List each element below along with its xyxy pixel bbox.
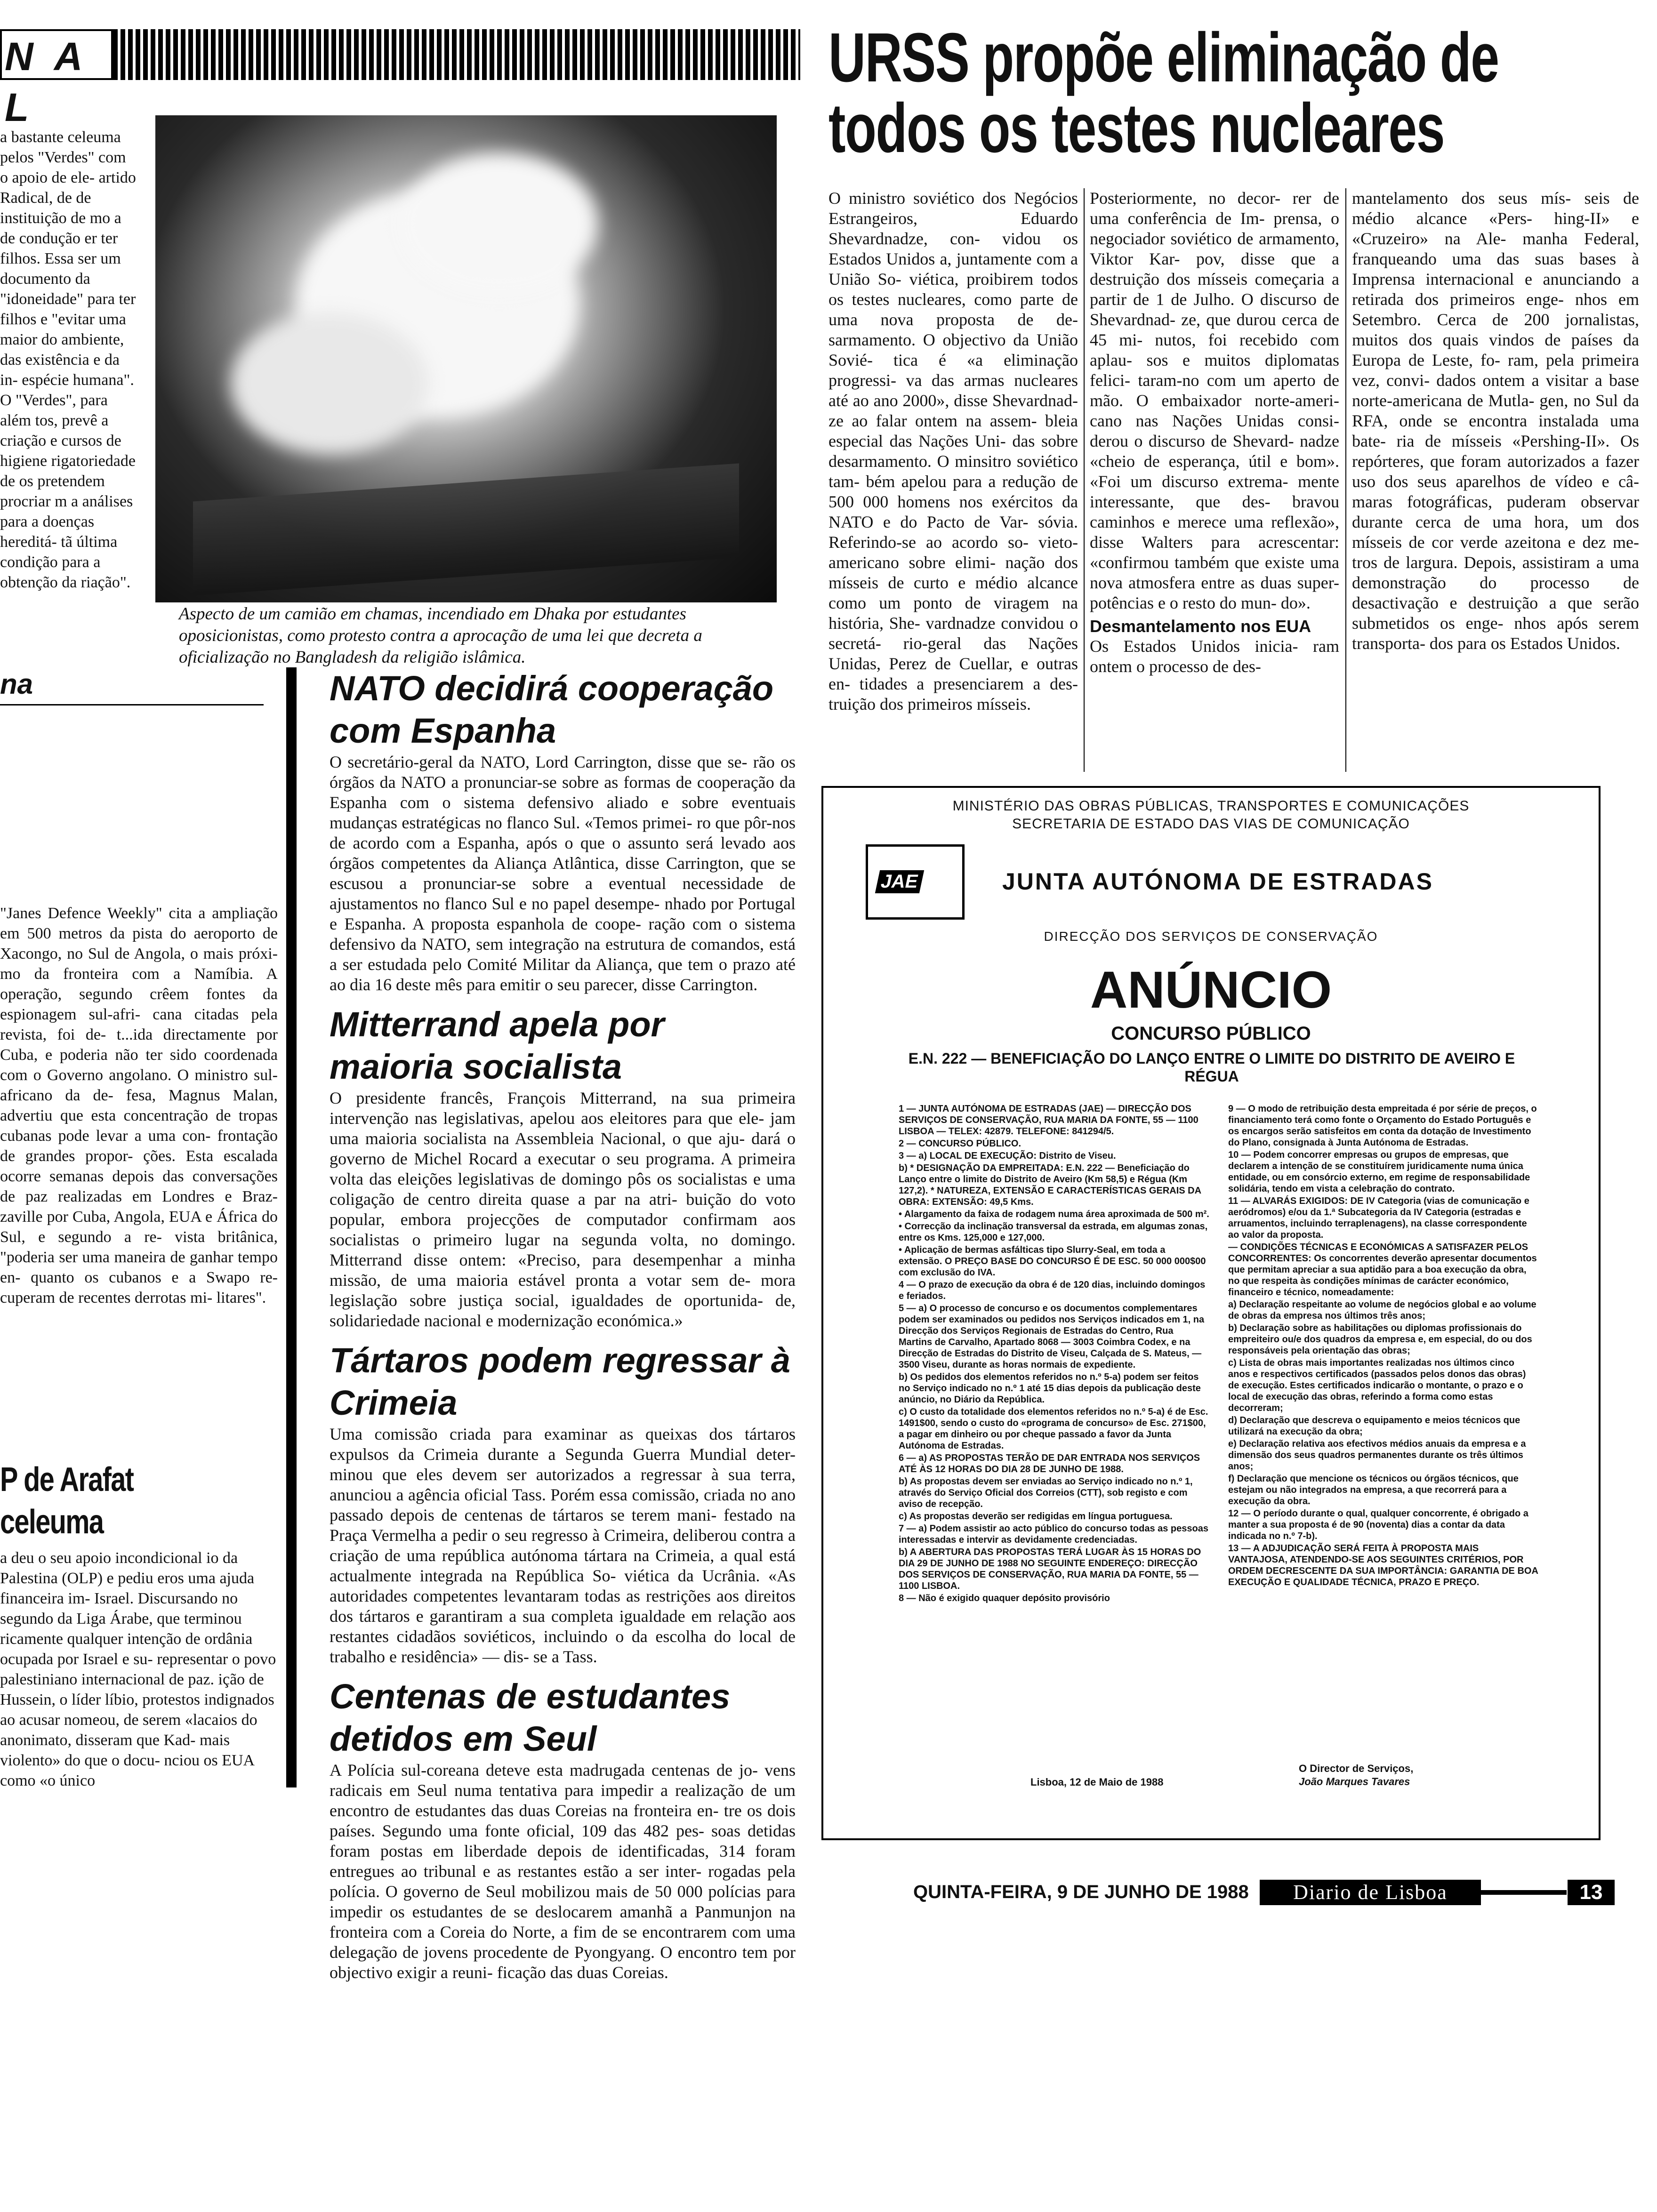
- ad-items-right: 9 — O modo de retribuição desta empreitada é por série de preços, o financiamento terá como fonte o Orçamento do Estado Português e os encargos serão satisfeitos em conta da dotação de Investimento do Plano, consignada à Junta Autónoma de Estradas. 10 — Podem concorrer empresas ou grupos de empresas, que declarem a intenção de se constituírem juridicamente numa única entidade, ou em consórcio externo, em regime de responsabilidade solidária, tendo em vista a celebração do contrato. 11 — ALVARÁS EXIGIDOS: DE IV Categoria (vias de comunicação e aeródromos) e/ou da 1.ª Subcategoria da IV Categoria (estradas e arruamentos, incluindo terraplenagens), na classe correspondente ao valor da proposta. — CONDIÇÕES TÉCNICAS E ECONÓMICAS A SATISFAZER PELOS CONCORRENTES: Os concorrentes deverão apresentar documentos que permitam apreciar a sua aptidão para a boa execução da obra, no que respeita às condições mínimas de carácter económico, financeiro e técnico, nomeadamente: a) Declaração respeitante ao volume de negócios global e ao volume de obras da empresa nos últimos três anos; b) Declaração sobre as habilitações ou diplomas profissionais do empreiteiro ou/e dos quadros da empresa e, em especial, do ou dos responsáveis pela orientação das obras; c) Lista de obras mais importantes realizadas nos últimos cinco anos e respectivos certificados (passados pelos donos das obras) de execução. Estes certificados indicarão o montante, o prazo e o local de execução das obras, referindo a forma como estas decorreram; d) Declaração que descreva o equipamento e meios técnicos que utilizará na execução da obra; e) Declaração relativa aos efectivos médios anuais da empresa e a dimensão dos seus quadros permanentes durante os três últimos anos; f) Declaração que mencione os técnicos ou órgãos técnicos, que estejam ou não integrados na empresa, a que recorrerá para a execução da obra. 12 — O período durante o qual, qualquer concorrente, é obrigado a manter a sua proposta é de 90 (noventa) dias a contar da data indicada no n.º 7-b). 13 — A ADJUDICAÇÃO SERÁ FEITA À PROPOSTA MAIS VANTAJOSA, ATENDENDO-SE AOS SEGUINTES CRITÉRIOS, POR ORDEM DECRESCENTE DA SUA IMPORTÂNCIA: GARANTIA DE BOA EXECUÇÃO E QUALIDADE TÉCNICA, PRAZO E PREÇO.: [1228, 1104, 1538, 1587]
- ad-signatory: O Director de Serviços, João Marques Tavares: [1299, 1763, 1414, 1787]
- urss-column-3: mantelamento dos seus mís- seis de médio alcance «Pers- hing-II» e «Cruzeiro» na Ale- manha Federal, franqueando uma das suas bases à Imprensa internacional e anunciando a retirada dos primeiros enge- nhos em Setembro. Cerca de 200 jornalistas, muitos dos quais vindos de países da Europa de Leste, fo- ram, pela primeira vez, convi- dados ontem a visitar a base norte-americana de Mutla- gen, no Sul da RFA, onde se encontra instalada uma bate- ria de mísseis «Pershing-II». Os repórteres, que foram autorizados a fazer uso dos seus aparelhos de vídeo e câ- maras fotográficas, puderam observar durante cerca de uma hora, um dos mísseis de cor verde azeitona e dez me- tros de largura. Depois, assistiram a uma demonstração do processo de desactivação e destruição a que serão submetidos os enge- nhos após serem transporta- dos para os Estados Unidos.: [1352, 189, 1639, 653]
- urss-column-2: Posteriormente, no decor- rer de uma conferência de Im- prensa, o negociador soviético de armamento, Viktor Kar- pov, disse que a destruição dos mísseis começaria a partir de 1 de Julho. O discurso de Shevardnad- ze, que durou cerca de 45 mi- nutos, foi recebido com aplau- sos e muitos diplomatas felici- taram-no com um aperto de mão. O embaixador norte-ameri- cano nas Nações Unidas consi- derou o discurso de Shevard- nadze «cheio de esperança, útil e bom». «Foi um discurso extrema- mente interessante, que des- bravou caminhos e merece uma reflexão», disse Walters para acrescentar: «confirmou também que existe uma nova atmosfera entre as duas super- potências e o resto do mun- do». Desmantelamento nos EUA Os Estados Unidos inicia- ram ontem o processo de des-: [1090, 189, 1339, 676]
- jae-advertisement: [821, 786, 1601, 1840]
- ad-org-name: JUNTA AUTÓNOMA DE ESTRADAS: [1002, 868, 1433, 895]
- page-number: 13: [1568, 1880, 1615, 1905]
- ad-project: E.N. 222 — BENEFICIAÇÃO DO LANÇO ENTRE O LIMITE DO DISTRITO DE AVEIRO E RÉGUA: [908, 1050, 1515, 1085]
- urss-subhead: Desmantelamento nos EUA: [1090, 617, 1311, 636]
- arafat-text: a deu o seu apoio incondicional io da Palestina (OLP) e pediu eros uma ajuda financeira im- Israel. Discursando no segundo da Liga Árabe, que terminou ricamente qualquer intenção de ordânia ocupada por Israel e su- representar o povo palestiniano internacional de paz. ição de Hussein, o líder líbio, protestos indignados ao acusar nomeou, de serem «lacaios do anonimato, disseram que Kad- mais violento» do que o docu- nciou os EUA como «o único: [0, 1549, 276, 1789]
- arafat-headline: P de Arafat celeuma: [0, 1461, 134, 1541]
- photo-caption: Aspecto de um camião em chamas, incendiado em Dhaka por estudantes oposicionistas, como protesto contra a aprocação de uma lei que decreta a oficialização no Bangladesh da religião islâmica.: [179, 604, 702, 667]
- ad-direction: DIRECÇÃO DOS SERVIÇOS DE CONSERVAÇÃO: [1044, 929, 1378, 944]
- brief-mitterrand: Mitterrand apela por maioria socialista O presidente francês, François Mitterrand, na sua primeira intervenção nas legislativas, apelou aos eleitores para que ele- jam uma maioria socialista na Assembleia Nacional, o que aju- dará o governo de Michel Rocard a executar o seu programa. A primeira volta das eleições legislativas de domingo pôs os socialistas e uma coligação de centro direita quase a par na atri- buição do voto popular, embora projecções de computador confirmam aos socialistas o primeiro lugar na segunda volta, no domingo. Mitterrand disse ontem: «Preciso, para desempenhar a minha missão, de uma maioria estável pronta a votar sem de- mora legislação sobre justiça social, igualdades de oportunida- de, solidariedade nacional e modernização económica.»: [330, 1005, 796, 1330]
- jae-logo: JAE: [866, 844, 965, 920]
- left-column-lower: na "Janes Defence Weekly" cita a ampliação em 500 metros da pista do aeroporto de Xacongo, no Sul de Angola, o mais próxi- mo da fronteira com a Namíbia. A operação, segundo crêem fontes da espionagem sul-afri- cana citadas pela revista, foi de- t...ida directamente por Cuba, e poderia não ter sido coordenada com o Governo angolano. O ministro sul-africano da de- fesa, Magnus Malan, advertiu que esta concentração de tropas cubanas pode levar a uma con- frontação de grandes propor- ções. Esta escalada ocorre semanas depois das conversações de paz realizadas em Londres e Braz- zaville por Cuba, Angola, EUA e África do Sul, e segundo a re- vista britânica, "poderia ser uma maneira de ganhar tempo en- quanto os cubanos e a Swapo re- cuperam de recentes derrotas mi- litares". P de Arafat celeuma a deu o seu apoio incondicional io da Palestina (OLP) e pediu eros uma ajuda financeira im- Israel. Discursando no segundo da Liga Árabe, que terminou ricamente qualquer intenção de ordânia ocupada por Israel e su- representar o povo palestiniano internacional de paz. ição de Hussein, o líder líbio, protestos indignados ao acusar nomeou, de serem «lacaios do anonimato, disseram que Kad- mais violento» do que o docu- nciou os EUA como «o único: [0, 667, 278, 2079]
- footer-date: QUINTA-FEIRA, 9 DE JUNHO DE 1988: [913, 1882, 1249, 1902]
- urss-headline: URSS propõe eliminação de todos os testes nucleares: [828, 19, 1499, 167]
- ad-place-date: Lisboa, 12 de Maio de 1988: [1030, 1776, 1164, 1788]
- section-tag: N A L: [0, 29, 113, 80]
- footer-rule: [1481, 1890, 1567, 1895]
- angola-text: "Janes Defence Weekly" cita a ampliação em 500 metros da pista do aeroporto de Xacongo, no Sul de Angola, o mais próxi- mo da fronteira com a Namíbia. A operação, segundo crêem fontes da espionagem sul-afri- cana citadas pela revista, foi de- t...ida directamente por Cuba, e poderia não ter sido coordenada com o Governo angolano. O ministro sul-africano da de- fesa, Magnus Malan, advertiu que esta concentração de tropas cubanas pode levar a uma con- frontação de grandes propor- ções. Esta escalada ocorre semanas depois das conversações de paz realizadas em Londres e Braz- zaville por Cuba, Angola, EUA e África do Sul, e segundo a re- vista britânica, "poderia ser uma maneira de ganhar tempo en- quanto os cubanos e a Swapo re- cuperam de recentes derrotas mi- litares".: [0, 905, 278, 1306]
- footer-paper-name: Diario de Lisboa: [1260, 1880, 1481, 1905]
- briefs-bar: [286, 667, 297, 1787]
- ad-title: ANÚNCIO: [1090, 961, 1332, 1019]
- briefs-column: [330, 667, 796, 1982]
- news-photo: [155, 115, 777, 602]
- brief-tartaros: Tártaros podem regressar à Crimeia Uma comissão criada para examinar as queixas dos tártaros expulsos da Crimeia durante a Segunda Guerra Mundial deter- minou que eles devem ser autorizados a regressar à sua terra, anunciou a agência oficial Tass. Porém essa comissão, criada no ano passado depois de centenas de tártaros se terem mani- festado na Praça Vermelha a pedir o seu regresso à Crimeira, deliberou contra a criação de uma república autónoma tártara na Crimeia, a qual está actualmente integrada na República So- viética da Ucrânia. «As autoridades competentes levantaram todas as restrições aos direitos dos tártaros e garantiram a sua completa igualdade em relação aos restantes cidadãos soviéticos, incluindo o da escolha do local de trabalho e residência» — dis- se a Tass.: [330, 1341, 796, 1666]
- ad-ministry: MINISTÉRIO DAS OBRAS PÚBLICAS, TRANSPORTES E COMUNICAÇÕES SECRETARIA DE ESTADO DAS VIAS DE COMUNICAÇÃO: [952, 798, 1470, 832]
- masthead-pattern: [113, 29, 800, 80]
- ad-subtitle: CONCURSO PÚBLICO: [1111, 1023, 1311, 1044]
- brief-seul: Centenas de estudantes detidos em Seul A Polícia sul-coreana deteve esta madrugada centenas de jo- vens radicais em Seul numa tentativa para impedir a realização de um encontro de estudantes das duas Coreias na fronteira en- tre os dois países. Segundo uma fonte oficial, 109 das 482 pes- soas detidas foram postas em liberdade depois de identificadas, 314 foram entregues ao tribunal e as restantes estão a ser inter- rogadas pela polícia. O governo de Seul mobilizou mais de 50 000 polícias para impedir os estudantes de se deslocarem amanhã a Panmunjon na fronteira com a Coreia do Norte, a fim de se encontrarem com uma delegação de jovens procedente de Pyongyang. O encontro tem por objectivo exigir a reuni- ficação das duas Coreias.: [330, 1677, 796, 1982]
- ad-items-left: 1 — JUNTA AUTÓNOMA DE ESTRADAS (JAE) — DIRECÇÃO DOS SERVIÇOS DE CONSERVAÇÃO, RUA MARIA DA FONTE, 55 — 1100 LISBOA — TELEX: 42879. TELEFONE: 841294/5. 2 — CONCURSO PÚBLICO. 3 — a) LOCAL DE EXECUÇÃO: Distrito de Viseu. b) * DESIGNAÇÃO DA EMPREITADA: E.N. 222 — Beneficiação do Lanço entre o limite do Distrito de Aveiro (Km 58,5) e Régua (Km 127,2). * NATUREZA, EXTENSÃO E CARACTERÍSTICAS GERAIS DA OBRA: EXTENSÃO: 49,5 Kms. • Alargamento da faixa de rodagem numa área aproximada de 500 m². • Correcção da inclinação transversal da estrada, em algumas zonas, entre os Kms. 125,000 e 127,000. • Aplicação de bermas asfálticas tipo Slurry-Seal, em toda a extensão. O PREÇO BASE DO CONCURSO É DE ESC. 50 000 000$00 com exclusão do IVA. 4 — O prazo de execução da obra é de 120 dias, incluindo domingos e feriados. 5 — a) O processo de concurso e os documentos complementares podem ser examinados ou pedidos nos Serviços indicados em 1, na Direcção dos Serviços Regionais de Estradas do Centro, Rua Martins de Carvalho, Apartado 8068 — 3003 Coimbra Codex, e na Direcção de Estradas do Distrito de Viseu, Calçada de S. Mateus, — 3500 Viseu, durante as horas normais de expediente. b) Os pedidos dos elementos referidos no n.º 5-a) podem ser feitos no Serviço indicado no n.º 1 até 15 dias depois da publicação deste anúncio, no Diário da República. c) O custo da totalidade dos elementos referidos no n.º 5-a) é de Esc. 1491$00, sendo o custo do «programa de concurso» de Esc. 271$00, a pagar em dinheiro ou por cheque passado a favor da Junta Autónoma de Estradas. 6 — a) AS PROPOSTAS TERÃO DE DAR ENTRADA NOS SERVIÇOS ATÉ ÀS 12 HORAS DO DIA 28 DE JUNHO DE 1988. b) As propostas devem ser enviadas ao Serviço indicado no n.º 1, através do Serviço Oficial dos Correios (CTT), sob registo e com aviso de recepção. c) As propostas deverão ser redigidas em língua portuguesa. 7 — a) Podem assistir ao acto público do concurso todas as pessoas interessadas e intervir as devidamente credenciadas. b) A ABERTURA DAS PROPOSTAS TERÁ LUGAR ÀS 15 HORAS DO DIA 29 DE JUNHO DE 1988 NO SEGUINTE ENDEREÇO: DIRECÇÃO DOS SERVIÇOS DE CONSERVAÇÃO, RUA MARIA DA FONTE, 55 — 1100 LISBOA. 8 — Não é exigido quaquer depósito provisório: [899, 1104, 1209, 1603]
- urss-column-1: O ministro soviético dos Negócios Estrangeiros, Eduardo Shevardnadze, con- vidou os Estados Unidos a, juntamente com a União So- viética, proibirem todos os testes nucleares, como parte de uma nova proposta de de- sarmamento. O objectivo da União Sovié- tica é «a eliminação progressi- va das armas nucleares até ao ano 2000», disse Shevardnad- ze ao falar ontem na assem- bleia especial das Nações Uni- das sobre desarmamento. O minsitro soviético tam- bém apelou para a redução de 500 000 homens nos exércitos da NATO e do Pacto de Var- sóvia. Referindo-se ao acordo so- vieto-americano sobre elimi- nação dos mísseis de curto e médio alcance como um ponto de viragem na história, She- vardnadze convidou o secretá- rio-geral das Nações Unidas, Perez de Cuellar, e outras en- tidades a presenciarem a des- truição dos primeiros mísseis.: [828, 189, 1078, 713]
- left-clipped-column: a bastante celeuma pelos "Verdes" com o apoio de ele- artido Radical, de de instituição de mo a de condução er ter filhos. Essa ser um documento da "idoneidade" para ter filhos e "evitar uma maior do ambiente, das existência e da in- espécie humana". O "Verdes", para além tos, prevê a criação e cursos de higiene rigatoriedade de os pretendem procriar m a análises para a doenças hereditá- tã última condição para a obtenção da riação".: [0, 128, 136, 591]
- brief-nato: NATO decidirá cooperação com Espanha O secretário-geral da NATO, Lord Carrington, disse que se- rão os órgãos da NATO a pronunciar-se sobre as formas de cooperação da Espanha com o sistema defensivo aliado e sobre eventuais mudanças estratégicas no flanco Sul. «Temos primei- ro que pôr-nos de acordo com a Espanha, após o que o assunto será levado aos órgãos competentes da Aliança Atlântica, disse Carrington, que se escusou a pronunciar-se sobre a eventual necessidade de ajustamentos no flanco Sul e no papel desempe- nhado por Portugal e Espanha. A proposta espanhola de coope- ração com o sistema defensivo da NATO, sem integração na estrutura de comandos, está a ser estudada pelo Comité Militar da Aliança, que tem o prazo até ao dia 16 deste mês para emitir o seu parecer, disse Carrington.: [330, 669, 796, 994]
